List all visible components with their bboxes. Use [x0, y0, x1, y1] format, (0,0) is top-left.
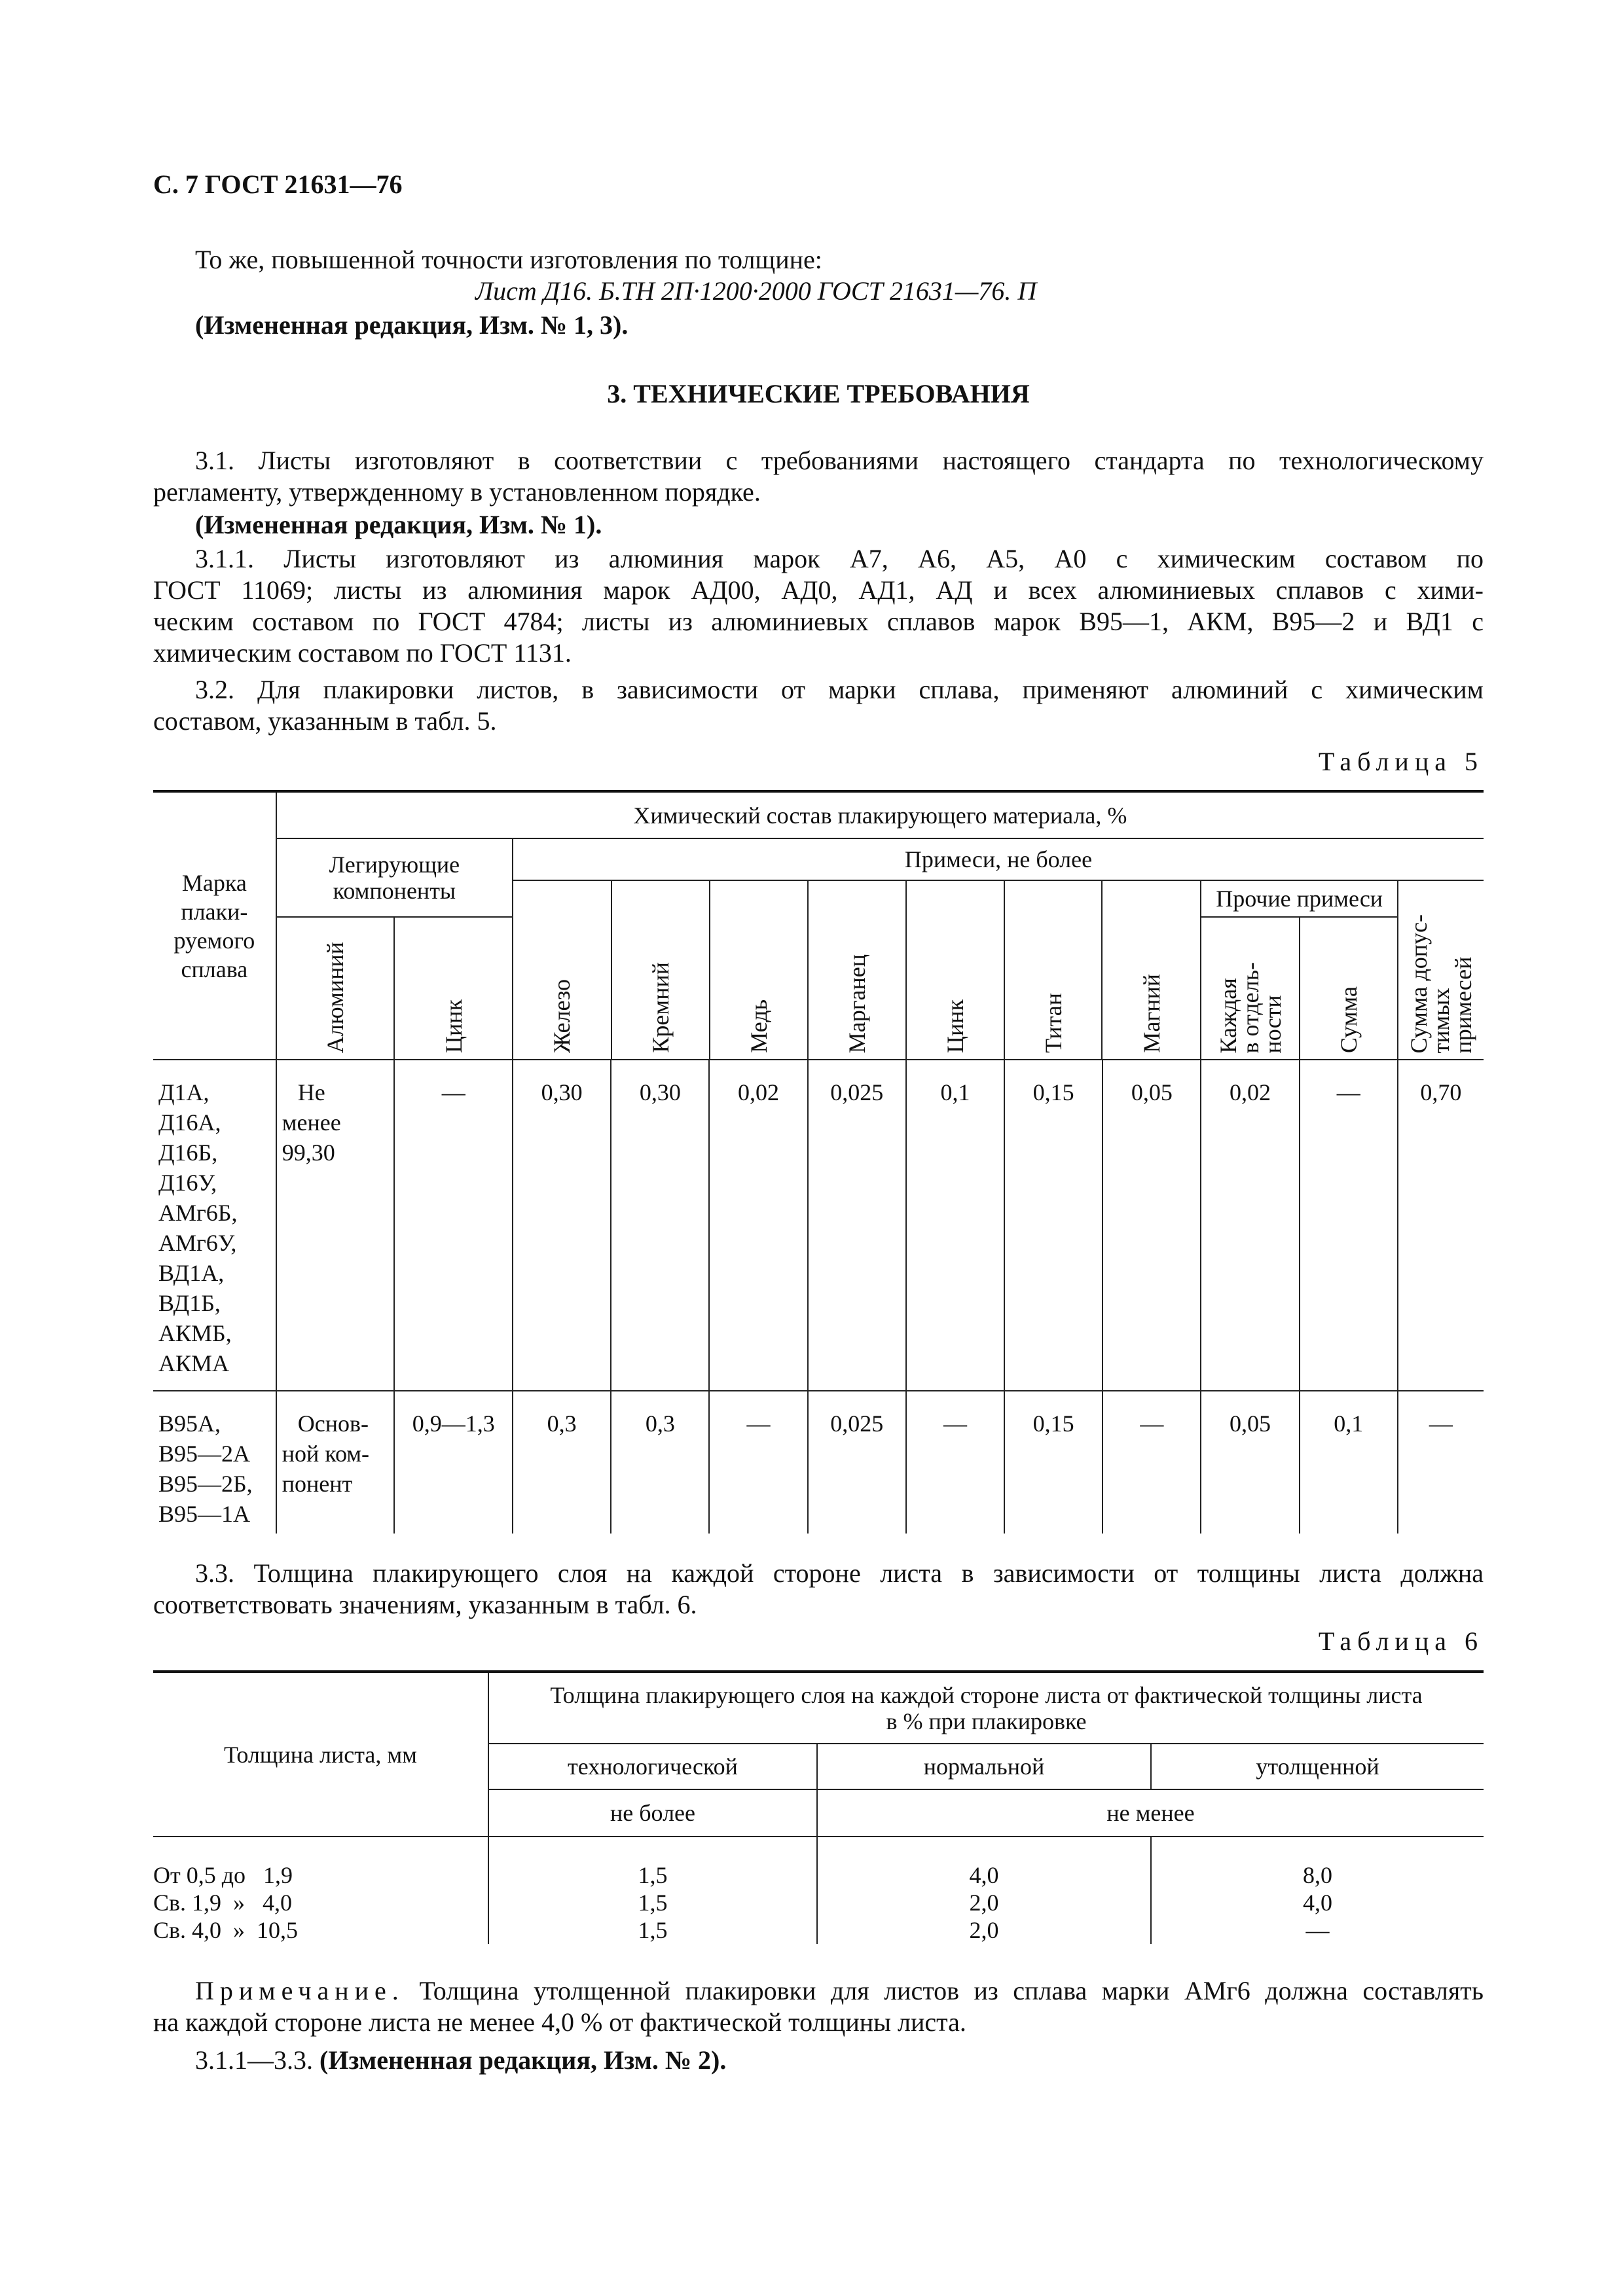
each-cell: 0,02 [1201, 1060, 1299, 1391]
table-5 [153, 790, 1484, 1534]
paragraph-3-2-line: 3.2. Для плакировки листов, в зависимости от марки сплава, применяют алюминий с химическим [195, 675, 1484, 704]
thick-cell: 8,0 [1151, 1861, 1484, 1889]
each-cell: 0,05 [1201, 1391, 1299, 1534]
thick-cell: 4,0 [1151, 1889, 1484, 1916]
table-row [153, 1916, 1484, 1944]
product-designation: Лист Д16. Б.ТН 2П·1200·2000 ГОСТ 21631—76. П [475, 276, 1037, 306]
col-header-impurities: Примеси, не более [513, 838, 1484, 880]
iron-cell: 0,3 [513, 1391, 611, 1534]
paragraph-3-1-line: 3.1. Листы изготовляют в соответствии с требованиями настоящего стандарта по технологическому [195, 446, 1484, 475]
table-row [153, 1060, 1484, 1391]
table-5-caption: Таблица 5 [1318, 747, 1484, 776]
sum-cell: 0,1 [1300, 1391, 1398, 1534]
col-header-silicon: Кремний [611, 881, 710, 1059]
col-header-normal: нормальной [817, 1744, 1151, 1789]
aluminum-cell: Основ- ной ком- понент [276, 1391, 395, 1534]
note-label: Примечание. [195, 1976, 405, 2005]
total-cell: 0,70 [1398, 1060, 1484, 1391]
section-title: 3. ТЕХНИЧЕСКИЕ ТРЕБОВАНИЯ [607, 379, 1030, 408]
paragraph-3-1-1-line: ГОСТ 11069; листы из алюминия марок АД00, АД0, АД1, АД и всех алюминиевых сплавов с хими- [153, 575, 1484, 605]
table-6-note-line: на каждой стороне листа не менее 4,0 % от фактической толщины листа. [153, 2007, 966, 2037]
col-header-magnesium: Магний [1102, 881, 1200, 1059]
col-header-thickness: Толщина листа, мм [153, 1672, 488, 1837]
total-cell: — [1398, 1391, 1484, 1534]
magnesium-cell: 0,05 [1103, 1060, 1201, 1391]
impurity-cols [513, 881, 1200, 1059]
zinc-cell: 0,9—1,3 [394, 1391, 513, 1534]
paragraph-3-2-line: составом, указанным в табл. 5. [153, 706, 497, 736]
table-6 [153, 1670, 1484, 1944]
col-header-each: Каждая в отдель- ности [1201, 917, 1299, 1060]
thickness-range: Св. 1,9 » 4,0 [153, 1890, 293, 1916]
col-header-tech: технологической [488, 1744, 817, 1789]
impurity-cols-wrapper [513, 880, 1201, 1060]
paragraph-3-1-1-line: химическим составом по ГОСТ 1131. [153, 638, 572, 668]
col-header-titanium: Титан [1004, 881, 1103, 1059]
magnesium-cell: — [1103, 1391, 1201, 1534]
manganese-cell: 0,025 [808, 1391, 906, 1534]
copper-cell: — [709, 1391, 807, 1534]
col-header-zinc-impurity: Цинк [906, 881, 1004, 1059]
col-header-grade: Марка плаки- руемого сплава [153, 791, 276, 1060]
thick-cell: — [1151, 1916, 1484, 1944]
normal-cell: 2,0 [817, 1916, 1151, 1944]
tech-cell: 1,5 [488, 1889, 817, 1916]
limit-not-more: не более [488, 1789, 817, 1837]
paragraph-3-3-line: соответствовать значениям, указанным в табл. 6. [153, 1590, 697, 1619]
col-header-composition: Химический состав плакирующего материала, % [276, 791, 1484, 838]
page-header: С. 7 ГОСТ 21631—76 [153, 170, 403, 199]
col-header-copper: Медь [710, 881, 808, 1059]
tech-cell: 1,5 [488, 1916, 817, 1944]
silicon-cell: 0,3 [611, 1391, 709, 1534]
table-6-note: Примечание. Толщина утолщенной плакировки для листов из сплава марки АМг6 должна составлять [195, 1976, 1484, 2005]
grade-list: В95А, В95—2А В95—2Б, В95—1А [158, 1410, 253, 1527]
col-header-thickened: утолщенной [1151, 1744, 1484, 1789]
intro-line: То же, повышенной точности изготовления по толщине: [195, 245, 822, 274]
thickness-range: Св. 4,0 » 10,5 [153, 1917, 299, 1943]
table-row [153, 1861, 1484, 1889]
normal-cell: 4,0 [817, 1861, 1151, 1889]
limit-not-less: не менее [817, 1789, 1484, 1837]
paragraph-3-1-line: регламенту, утвержденному в установленном порядке. [153, 477, 761, 507]
zinc-impurity-cell: 0,1 [906, 1060, 1004, 1391]
table-6-caption: Таблица 6 [1318, 1626, 1484, 1656]
col-header-zinc: Цинк [394, 917, 513, 1060]
paragraph-3-1-1-line: 3.1.1. Листы изготовляют из алюминия марок А7, А6, А5, А0 с химическим составом по [195, 544, 1484, 573]
paragraph-3-1-1-line: ческим составом по ГОСТ 4784; листы из алюминиевых сплавов марок В95—1, АКМ, В95—2 и ВД1 с [153, 607, 1484, 636]
amendment-note: (Измененная редакция, Изм. № 1, 3). [195, 310, 629, 340]
table-row [153, 1889, 1484, 1916]
tech-cell: 1,5 [488, 1861, 817, 1889]
col-header-alloying: Легирующие компоненты [276, 838, 513, 917]
titanium-cell: 0,15 [1004, 1391, 1103, 1534]
paragraph-3-3-line: 3.3. Толщина плакирующего слоя на каждой стороне листа в зависимости от толщины листа должна [195, 1558, 1484, 1588]
col-header-iron: Железо [549, 979, 575, 1053]
zinc-impurity-cell: — [906, 1391, 1004, 1534]
table-row [153, 1391, 1484, 1534]
copper-cell: 0,02 [709, 1060, 807, 1391]
col-header-sum: Сумма [1300, 917, 1398, 1060]
col-header-manganese: Марганец [808, 881, 906, 1059]
grade-list: Д1А, Д16А, Д16Б, Д16У, АМг6Б, АМг6У, ВД1А, ВД1Б, АКМБ, АКМА [153, 1060, 276, 1391]
manganese-cell: 0,025 [808, 1060, 906, 1391]
titanium-cell: 0,15 [1004, 1060, 1103, 1391]
final-amendment: 3.1.1—3.3. (Измененная редакция, Изм. № 2). [195, 2045, 727, 2075]
normal-cell: 2,0 [817, 1889, 1151, 1916]
thickness-range: От 0,5 до 1,9 [153, 1862, 293, 1888]
amendment-note: (Измененная редакция, Изм. № 1). [195, 510, 602, 539]
col-header-cladding: Толщина плакирующего слоя на каждой стороне листа от фактической толщины листа в % при плакировке [488, 1672, 1484, 1744]
col-header-other-impurities: Прочие примеси [1201, 880, 1397, 917]
sum-cell: — [1300, 1060, 1398, 1391]
col-header-aluminum: Алюминий [276, 917, 395, 1060]
aluminum-cell: Не менее 99,30 [276, 1060, 395, 1391]
col-header-total: Сумма допус- тимых примесей [1398, 880, 1484, 1060]
zinc-cell: — [394, 1060, 513, 1391]
iron-cell: 0,30 [513, 1060, 611, 1391]
silicon-cell: 0,30 [611, 1060, 709, 1391]
